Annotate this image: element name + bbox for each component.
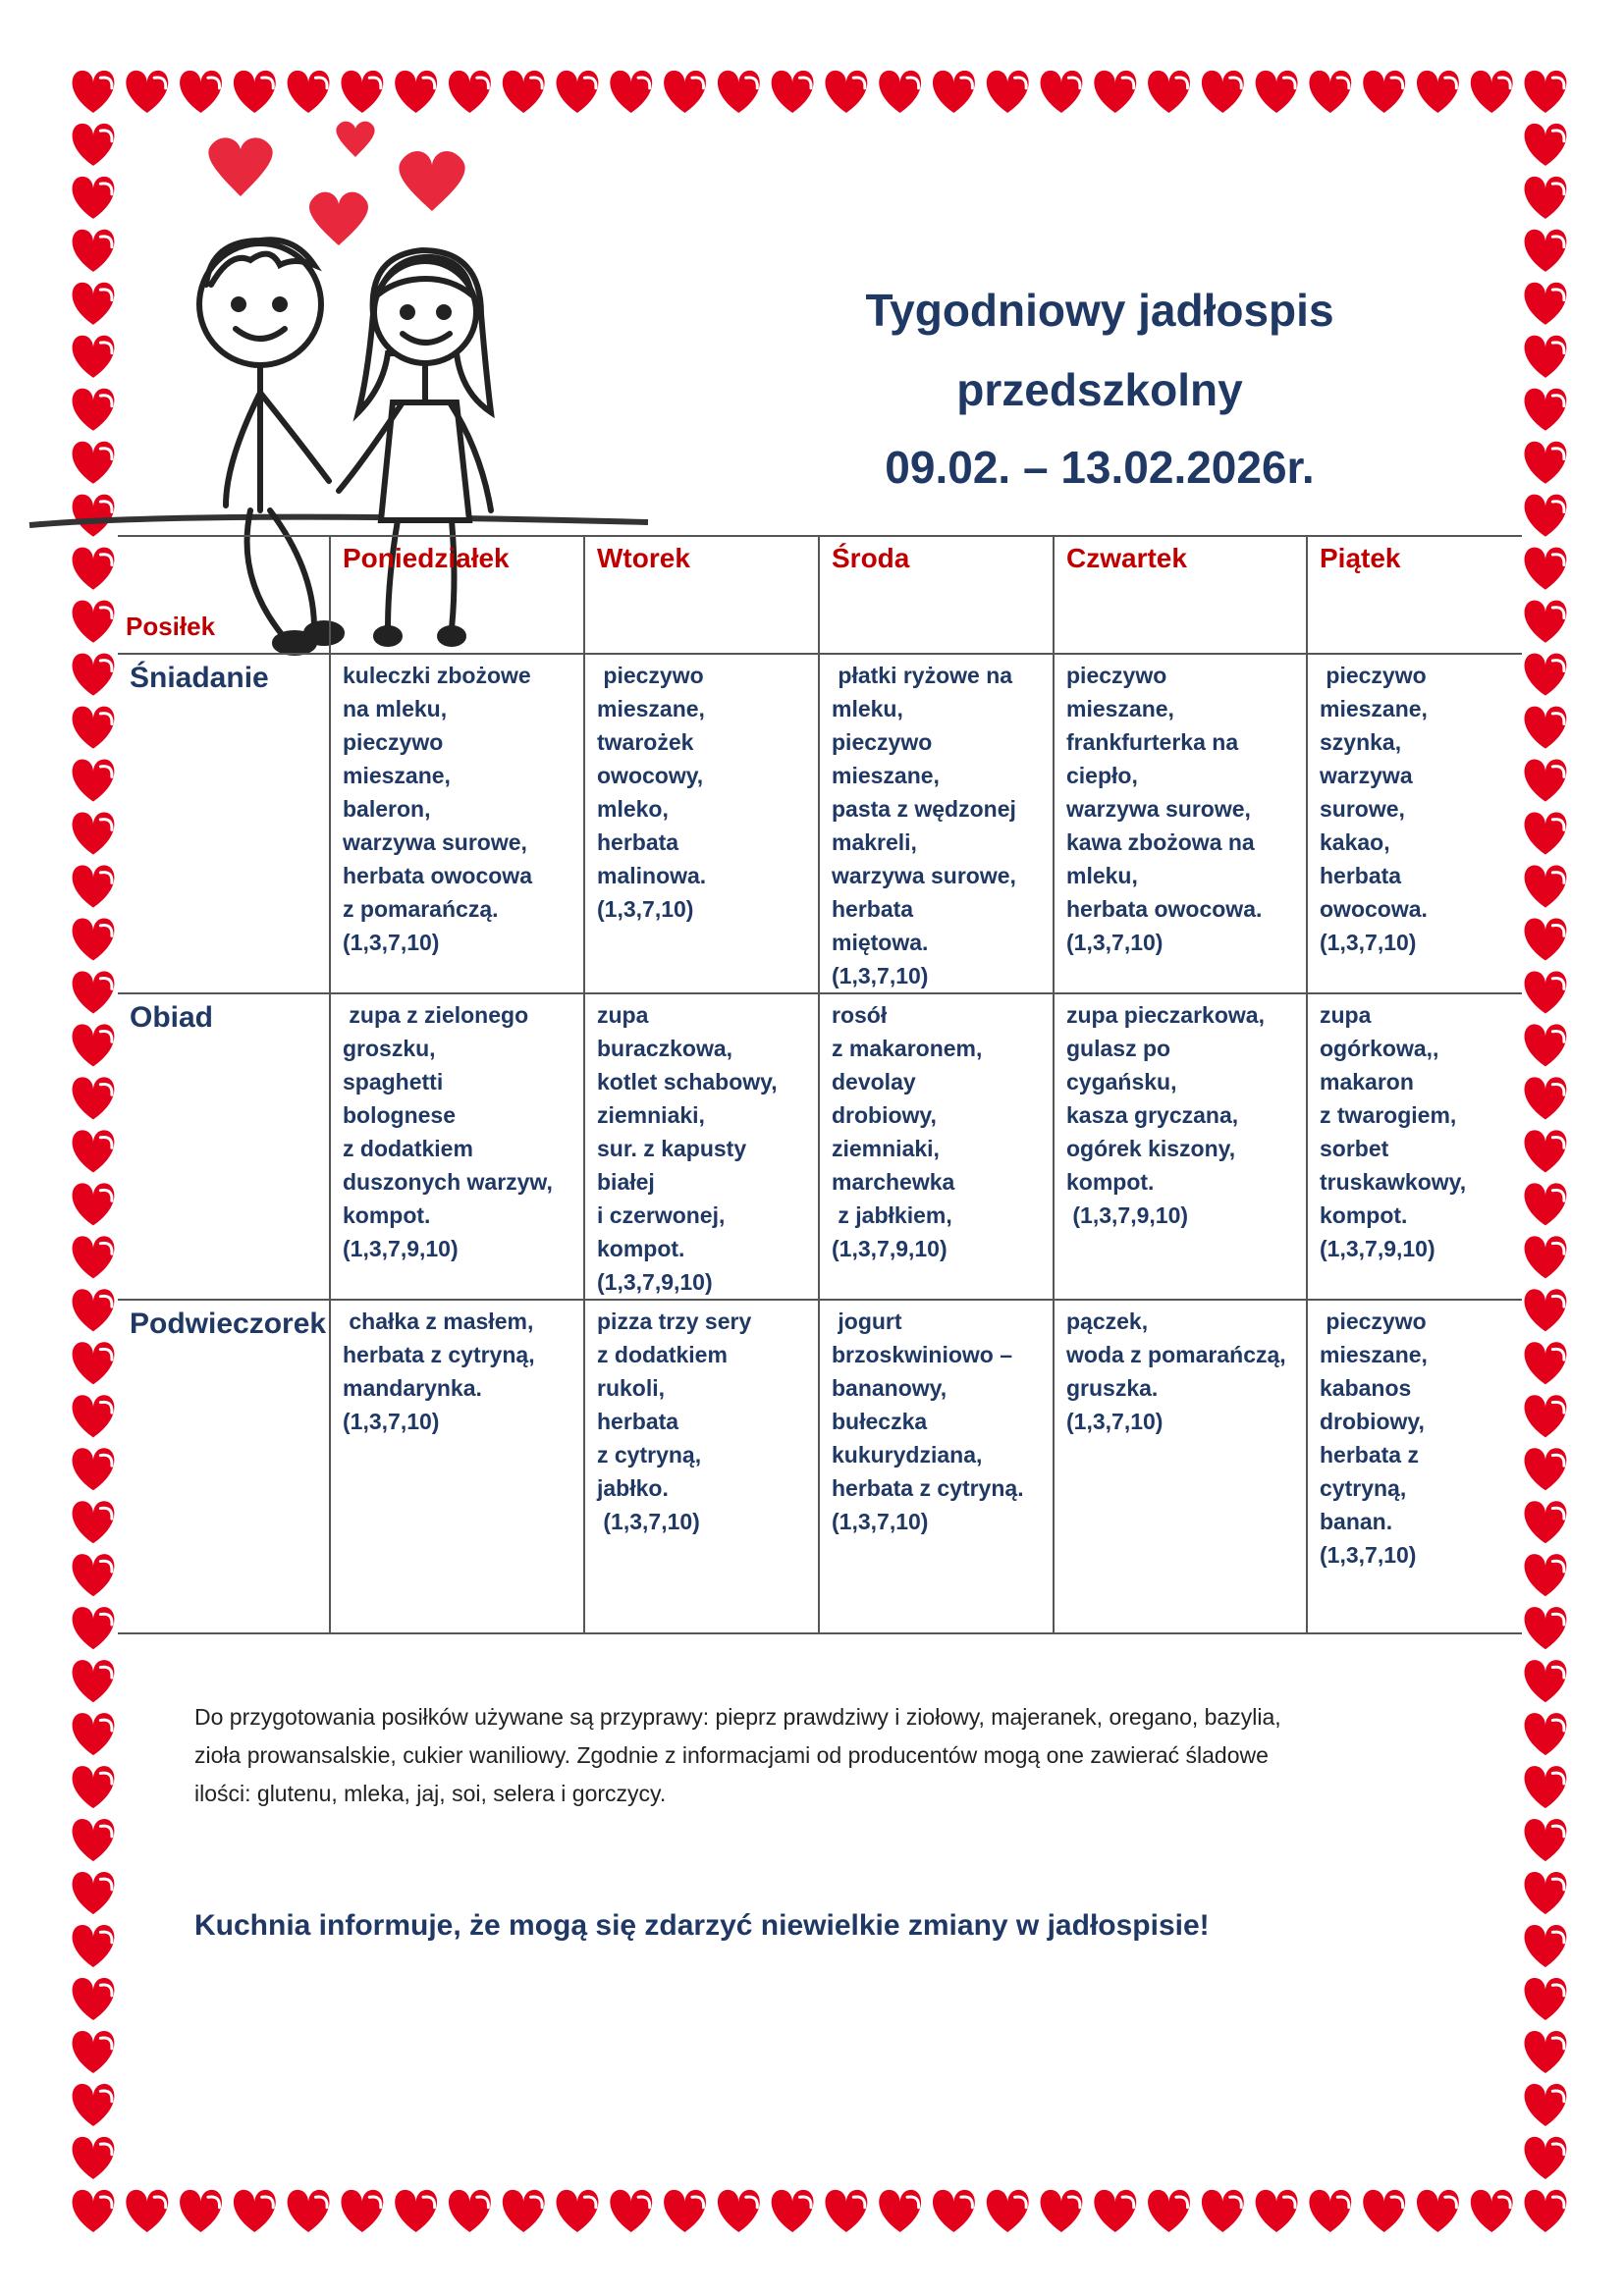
menu-cell-line: zupa z zielonego [343, 1002, 529, 1028]
menu-cell-line: ziemniaki, [832, 1136, 940, 1161]
menu-cell [1054, 993, 1307, 1300]
menu-cell-line: (1,3,7,10) [1320, 930, 1417, 955]
menu-cell-line: i czerwonej, [597, 1202, 726, 1228]
meal-column-header: Posiłek [118, 536, 330, 654]
menu-cell-line: (1,3,7,10) [832, 1509, 929, 1534]
menu-cell-line: zupa [597, 1002, 649, 1028]
menu-cell-line: kasza gryczana, [1066, 1102, 1239, 1128]
menu-cell-line: pączek, [1066, 1308, 1149, 1334]
menu-cell-line: z cytryną, [597, 1442, 702, 1468]
menu-cell [819, 993, 1054, 1300]
menu-cell-line: owocowy, [597, 763, 704, 788]
menu-cell-line: groszku, [343, 1036, 436, 1061]
menu-cell-line: drobiowy, [1320, 1409, 1425, 1434]
table-header-row [118, 536, 1522, 654]
menu-cell-line: bolognese [343, 1102, 457, 1128]
day-header: Poniedziałek [330, 536, 584, 654]
menu-cell-line: owocowa. [1320, 896, 1428, 922]
menu-cell-line: herbata [597, 1409, 679, 1434]
menu-cell-line: szynka, [1320, 729, 1402, 755]
menu-cell-line: herbata [832, 896, 914, 922]
day-header: Wtorek [584, 536, 819, 654]
heart-decoration-4 [399, 151, 464, 211]
menu-cell [584, 654, 819, 993]
menu-cell [584, 993, 819, 1300]
menu-cell-line: (1,3,7,9,10) [1320, 1236, 1435, 1261]
menu-cell-line: surowe, [1320, 796, 1405, 822]
menu-cell-line: cytryną, [1320, 1475, 1407, 1501]
day-header: Środa [819, 536, 1054, 654]
menu-cell-line: kakao, [1320, 829, 1390, 855]
menu-cell-line: mieszane, [1320, 1342, 1428, 1367]
menu-cell [330, 1300, 584, 1633]
menu-cell-line: duszonych warzyw, [343, 1169, 553, 1195]
menu-cell-line: ogórkowa,, [1320, 1036, 1439, 1061]
menu-cell-line: frankfurterka na [1066, 729, 1239, 755]
menu-cell-line: kotlet schabowy, [597, 1069, 778, 1095]
menu-cell-line: (1,3,7,9,10) [1066, 1202, 1189, 1228]
day-header: Piątek [1307, 536, 1522, 654]
menu-cell-line: jabłko. [597, 1475, 669, 1501]
menu-cell-line: pieczywo [343, 729, 444, 755]
menu-cell-line: (1,3,7,9,10) [343, 1236, 459, 1261]
menu-cell-line: spaghetti [343, 1069, 444, 1095]
menu-cell-line: z jabłkiem, [832, 1202, 952, 1228]
meal-row [118, 654, 1522, 993]
menu-cell-line: zupa pieczarkowa, [1066, 1002, 1265, 1028]
menu-table-body [118, 536, 1522, 1633]
spices-note [194, 1698, 1461, 1813]
menu-cell [1307, 993, 1522, 1300]
menu-cell [1054, 654, 1307, 993]
menu-cell-line: drobiowy, [832, 1102, 937, 1128]
menu-cell-line: pieczywo [1320, 663, 1427, 688]
menu-cell [330, 654, 584, 993]
menu-cell-line: mandarynka. [343, 1375, 482, 1401]
menu-cell-line: kabanos [1320, 1375, 1412, 1401]
menu-cell-line: (1,3,7,9,10) [597, 1269, 713, 1295]
meal-name: Podwieczorek [118, 1300, 330, 1633]
menu-cell-line: warzywa surowe, [1066, 796, 1251, 822]
menu-cell-line: brzoskwiniowo – [832, 1342, 1013, 1367]
menu-cell-line: z dodatkiem [343, 1136, 473, 1161]
menu-cell-line: rosół [832, 1002, 888, 1028]
menu-cell-line: kompot. [597, 1236, 685, 1261]
menu-cell-line: devolay [832, 1069, 916, 1095]
meal-name: Obiad [118, 993, 330, 1300]
meal-row [118, 993, 1522, 1300]
menu-cell-line: ogórek kiszony, [1066, 1136, 1236, 1161]
menu-cell-line: mieszane, [343, 763, 451, 788]
menu-cell-line: warzywa surowe, [343, 829, 527, 855]
menu-cell-line: sur. z kapusty [597, 1136, 747, 1161]
menu-cell-line: herbata [1320, 863, 1402, 888]
menu-cell-line: herbata z [1320, 1442, 1419, 1468]
spices-note-line: zioła prowansalskie, cukier waniliowy. Zgodnie z informacjami od producentów mogą one zawierać śladowe [194, 1742, 1269, 1768]
menu-cell-line: gruszka. [1066, 1375, 1159, 1401]
menu-cell-line: warzywa [1320, 763, 1413, 788]
menu-cell-line: twarożek [597, 729, 694, 755]
menu-cell-line: na mleku, [343, 696, 448, 721]
menu-cell-line: (1,3,7,10) [1066, 1409, 1164, 1434]
menu-cell-line: (1,3,7,9,10) [832, 1236, 947, 1261]
meal-name: Śniadanie [118, 654, 330, 993]
menu-cell [1307, 654, 1522, 993]
menu-cell-line: z dodatkiem [597, 1342, 728, 1367]
menu-cell-line: bananowy, [832, 1375, 947, 1401]
kitchen-notice: Kuchnia informuje, że mogą się zdarzyć niewielkie zmiany w jadłospisie! [194, 1909, 1210, 1942]
menu-cell-line: buraczkowa, [597, 1036, 733, 1061]
menu-cell-line: makreli, [832, 829, 917, 855]
menu-cell-line: pieczywo [1066, 663, 1167, 688]
menu-cell-line: (1,3,7,10) [343, 1409, 440, 1434]
menu-cell-line: cygańsku, [1066, 1069, 1177, 1095]
menu-cell-line: kompot. [1066, 1169, 1155, 1195]
menu-cell-line: ciepło, [1066, 763, 1138, 788]
menu-cell-line: mleku, [1066, 863, 1138, 888]
menu-date-range: 09.02. – 13.02.2026r. [885, 442, 1315, 493]
menu-cell-line: banan. [1320, 1509, 1393, 1534]
menu-cell-line: pieczywo [597, 663, 704, 688]
menu-cell [1054, 1300, 1307, 1633]
menu-cell-line: zupa [1320, 1002, 1372, 1028]
menu-cell-line: (1,3,7,10) [343, 930, 440, 955]
menu-title-line1: Tygodniowy jadłospis [865, 285, 1334, 336]
menu-cell [330, 993, 584, 1300]
menu-cell-line: woda z pomarańczą, [1066, 1342, 1286, 1367]
weekly-menu-table [118, 535, 1522, 1634]
menu-cell-line: (1,3,7,10) [832, 963, 929, 988]
spices-note-line: ilości: glutenu, mleka, jaj, soi, selera i gorczycy. [194, 1781, 667, 1806]
heart-decoration-1 [208, 137, 272, 196]
menu-cell-line: pieczywo [1320, 1308, 1427, 1334]
menu-cell-line: kuleczki zbożowe [343, 663, 531, 688]
menu-cell-line: (1,3,7,10) [1066, 930, 1164, 955]
menu-cell-line: (1,3,7,10) [597, 1509, 700, 1534]
menu-cell-line: pasta z wędzonej [832, 796, 1016, 822]
menu-cell-line: kompot. [343, 1202, 431, 1228]
menu-cell-line: gulasz po [1066, 1036, 1171, 1061]
menu-cell-line: ziemniaki, [597, 1102, 705, 1128]
heart-decoration-2 [336, 122, 374, 157]
menu-cell-line: rukoli, [597, 1375, 666, 1401]
heart-decoration-3 [309, 192, 368, 245]
menu-cell-line: kompot. [1320, 1202, 1408, 1228]
bench-line [29, 517, 648, 525]
menu-cell-line: mieszane, [832, 763, 940, 788]
day-header: Czwartek [1054, 536, 1307, 654]
menu-cell [819, 1300, 1054, 1633]
menu-cell-line: mieszane, [1066, 696, 1174, 721]
menu-cell-line: pieczywo [832, 729, 933, 755]
menu-cell-line: jogurt [832, 1308, 902, 1334]
meal-row [118, 1300, 1522, 1633]
menu-cell-line: kukurydziana, [832, 1442, 983, 1468]
menu-cell-line: kawa zbożowa na [1066, 829, 1255, 855]
menu-cell-line: herbata owocowa [343, 863, 532, 888]
menu-cell-line: marchewka [832, 1169, 955, 1195]
menu-cell-line: baleron, [343, 796, 431, 822]
menu-cell-line: makaron [1320, 1069, 1414, 1095]
menu-cell-line: pizza trzy sery [597, 1308, 752, 1334]
menu-cell [819, 654, 1054, 993]
spices-note-line: Do przygotowania posiłków używane są przyprawy: pieprz prawdziwy i ziołowy, majeranek, oregano, bazylia, [194, 1704, 1281, 1730]
menu-cell-line: z pomarańczą. [343, 896, 499, 922]
menu-cell [584, 1300, 819, 1633]
menu-cell-line: herbata [597, 829, 679, 855]
menu-title-line2: przedszkolny [956, 364, 1243, 415]
menu-cell-line: truskawkowy, [1320, 1169, 1467, 1195]
menu-cell-line: malinowa. [597, 863, 707, 888]
menu-cell-line: herbata z cytryną. [832, 1475, 1024, 1501]
menu-cell-line: (1,3,7,10) [597, 896, 694, 922]
menu-cell-line: miętowa. [832, 930, 929, 955]
menu-cell-line: białej [597, 1169, 655, 1195]
menu-cell-line: z twarogiem, [1320, 1102, 1457, 1128]
menu-cell-line: warzywa surowe, [832, 863, 1016, 888]
menu-cell-line: płatki ryżowe na [832, 663, 1013, 688]
menu-cell [1307, 1300, 1522, 1633]
menu-cell-line: herbata owocowa. [1066, 896, 1263, 922]
menu-cell-line: mleku, [832, 696, 903, 721]
menu-cell-line: z makaronem, [832, 1036, 983, 1061]
menu-cell-line: sorbet [1320, 1136, 1389, 1161]
menu-cell-line: herbata z cytryną, [343, 1342, 535, 1367]
menu-cell-line: (1,3,7,10) [1320, 1542, 1417, 1568]
menu-cell-line: mieszane, [597, 696, 705, 721]
menu-cell-line: bułeczka [832, 1409, 928, 1434]
menu-cell-line: chałka z masłem, [343, 1308, 534, 1334]
menu-cell-line: mieszane, [1320, 696, 1428, 721]
menu-cell-line: mleko, [597, 796, 669, 822]
